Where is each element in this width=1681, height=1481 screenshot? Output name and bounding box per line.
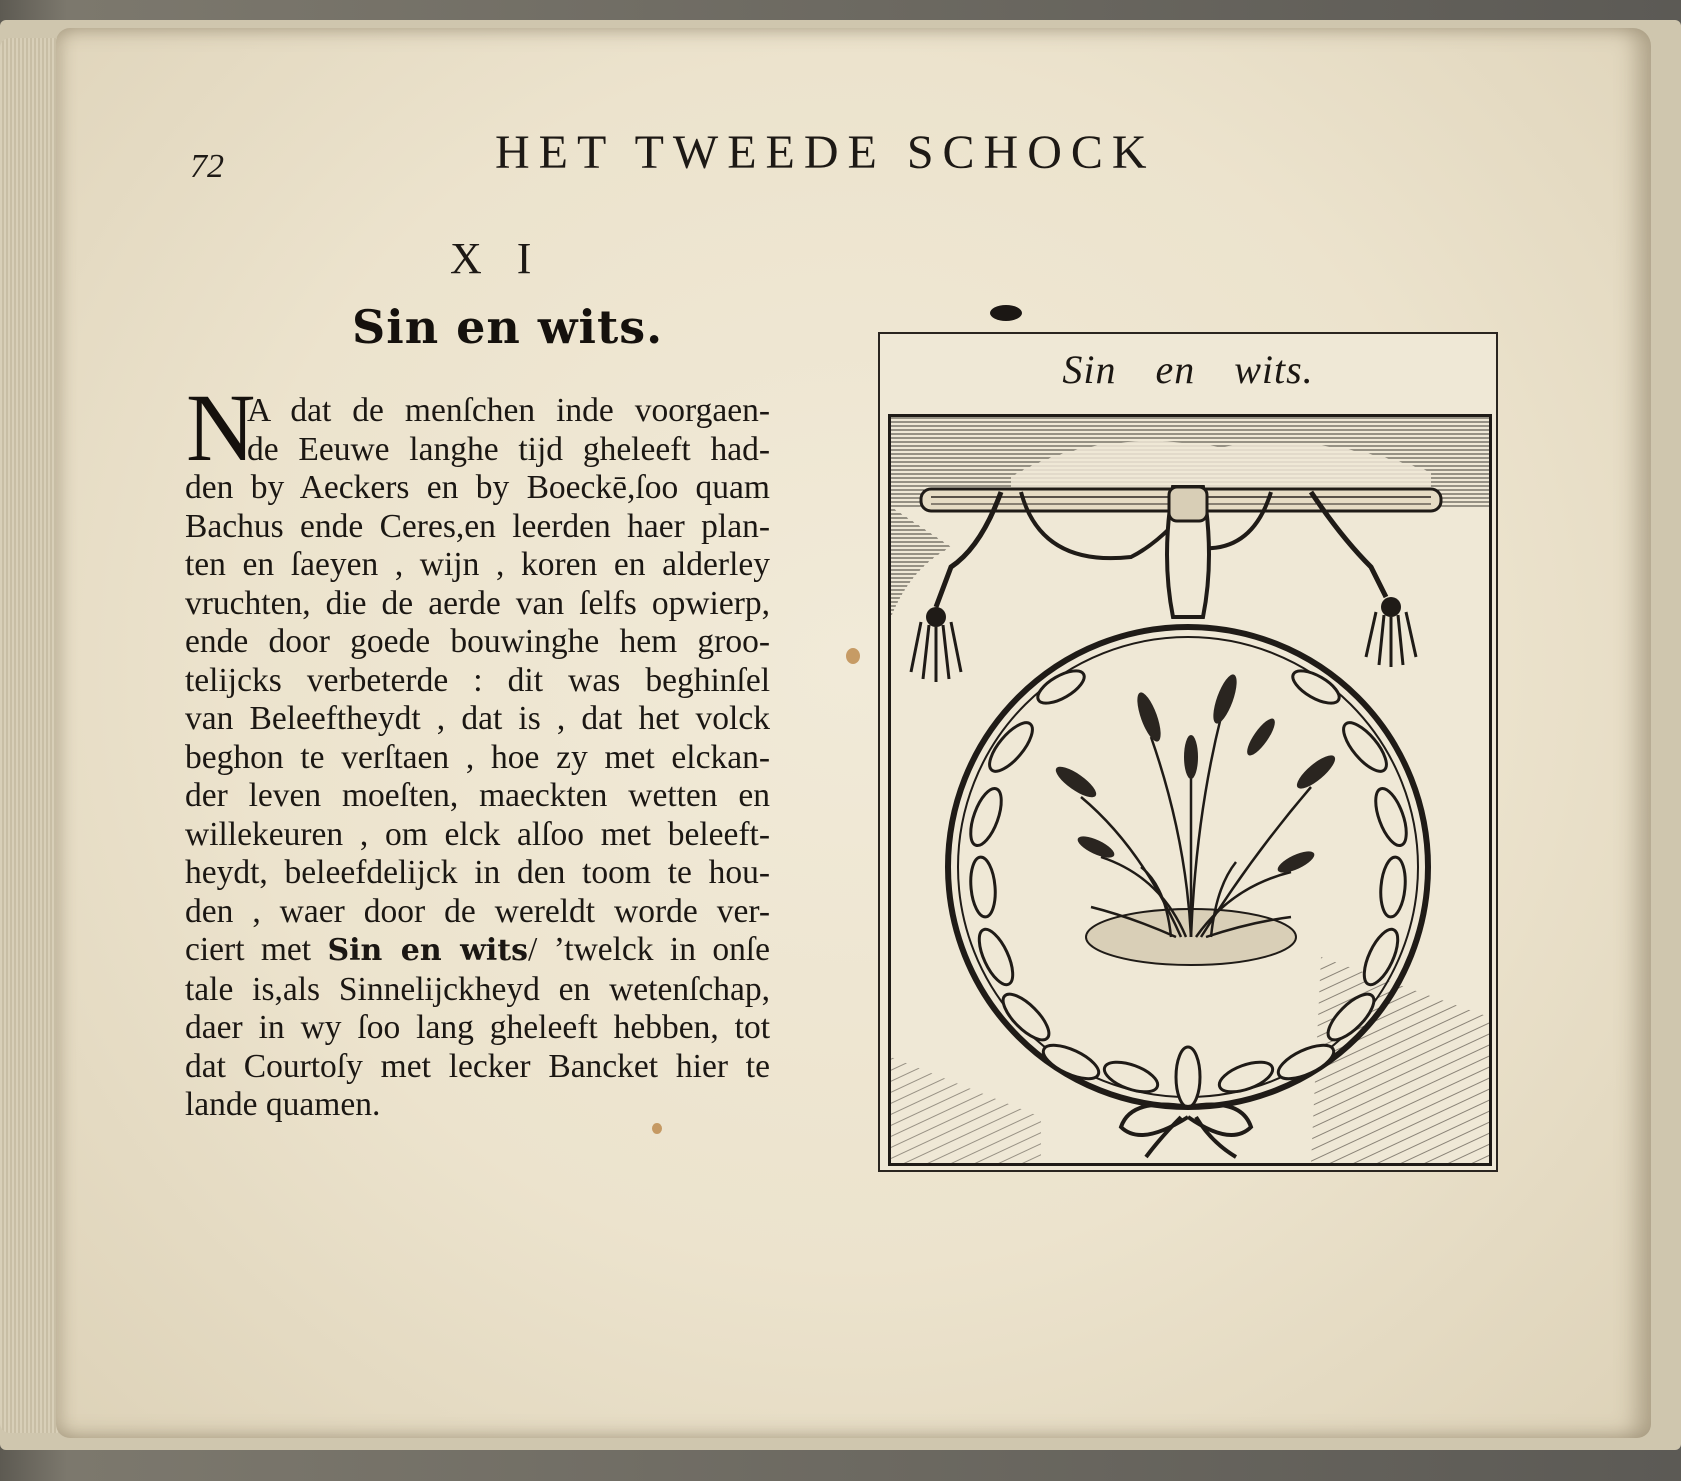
page-number: 72	[190, 148, 224, 185]
bottom-bow	[1121, 1105, 1251, 1158]
emblem-engraving	[891, 417, 1489, 1163]
foxing-stain	[846, 648, 860, 664]
text-line: Bachus ende Ceres,en leerden haer plan-	[185, 507, 770, 545]
ground-hatching	[891, 1057, 1041, 1163]
ribbon-knot	[1169, 487, 1207, 521]
text-line: de Eeuwe langhe tijd gheleeft had-	[247, 430, 770, 468]
wheat-ears	[1052, 672, 1340, 877]
page-edges	[0, 38, 62, 1433]
text-line: ten en ſaeyen , wijn , koren en alderley	[185, 546, 770, 583]
body-text	[185, 392, 770, 1125]
ink-blot	[990, 305, 1022, 321]
text-line: vruchten, die de aerde van ſelfs opwierp,	[185, 584, 770, 622]
text-fragment: ciert met	[185, 931, 328, 968]
text-line: tale is,als Sinnelijckheyd en wetenſchap,	[185, 970, 770, 1008]
tassel-left-icon	[911, 607, 961, 682]
text-line: daer in wy ſoo lang gheleeft hebben, tot	[185, 1009, 770, 1046]
text-line: ende door goede bouwinghe hem groo-	[185, 623, 770, 660]
text-line	[185, 931, 770, 971]
blackletter-phrase: Sin en wits	[327, 933, 529, 968]
chapter-title: Sin en wits.	[352, 300, 664, 354]
engraving-frame	[888, 414, 1492, 1166]
ground-hatching	[1311, 957, 1489, 1163]
foxing-stain	[652, 1123, 662, 1134]
text-line: beghon te verſtaen , hoe zy met elckan-	[185, 738, 770, 776]
text-line: telijcks verbeterde : dit was beghinſel	[185, 661, 770, 699]
medallion-ring	[948, 627, 1428, 1107]
running-head: HET TWEEDE SCHOCK	[495, 126, 1156, 179]
chapter-number: X I	[450, 234, 544, 283]
text-line: van Beleeftheydt , dat is , dat het volck	[185, 700, 770, 737]
text-line: den by Aeckers en by Boeckē,ſoo quam	[185, 469, 770, 506]
text-line: lande quamen.	[185, 1086, 381, 1123]
tassel-right-icon	[1366, 597, 1416, 667]
text-line: heydt, beleefdelijck in den toom te hou-	[185, 854, 770, 891]
emblem-plate	[878, 332, 1498, 1172]
plate-title: Sin en wits.	[1062, 347, 1314, 392]
text-line: den , waer door de wereldt worde ver-	[185, 892, 770, 930]
text-fragment: / ’twelck in onſe	[528, 931, 770, 968]
text-line: der leven moeſten, maeckten wetten en	[185, 777, 770, 814]
text-line: A dat de menſchen inde voorgaen-	[247, 392, 770, 429]
text-line: willekeuren , om elck alſoo met beleeft-	[185, 815, 770, 853]
sky-hatching-lower	[891, 507, 951, 617]
text-line: dat Courtoſy met lecker Bancket hier te	[185, 1047, 770, 1085]
drop-cap: N	[186, 374, 256, 481]
